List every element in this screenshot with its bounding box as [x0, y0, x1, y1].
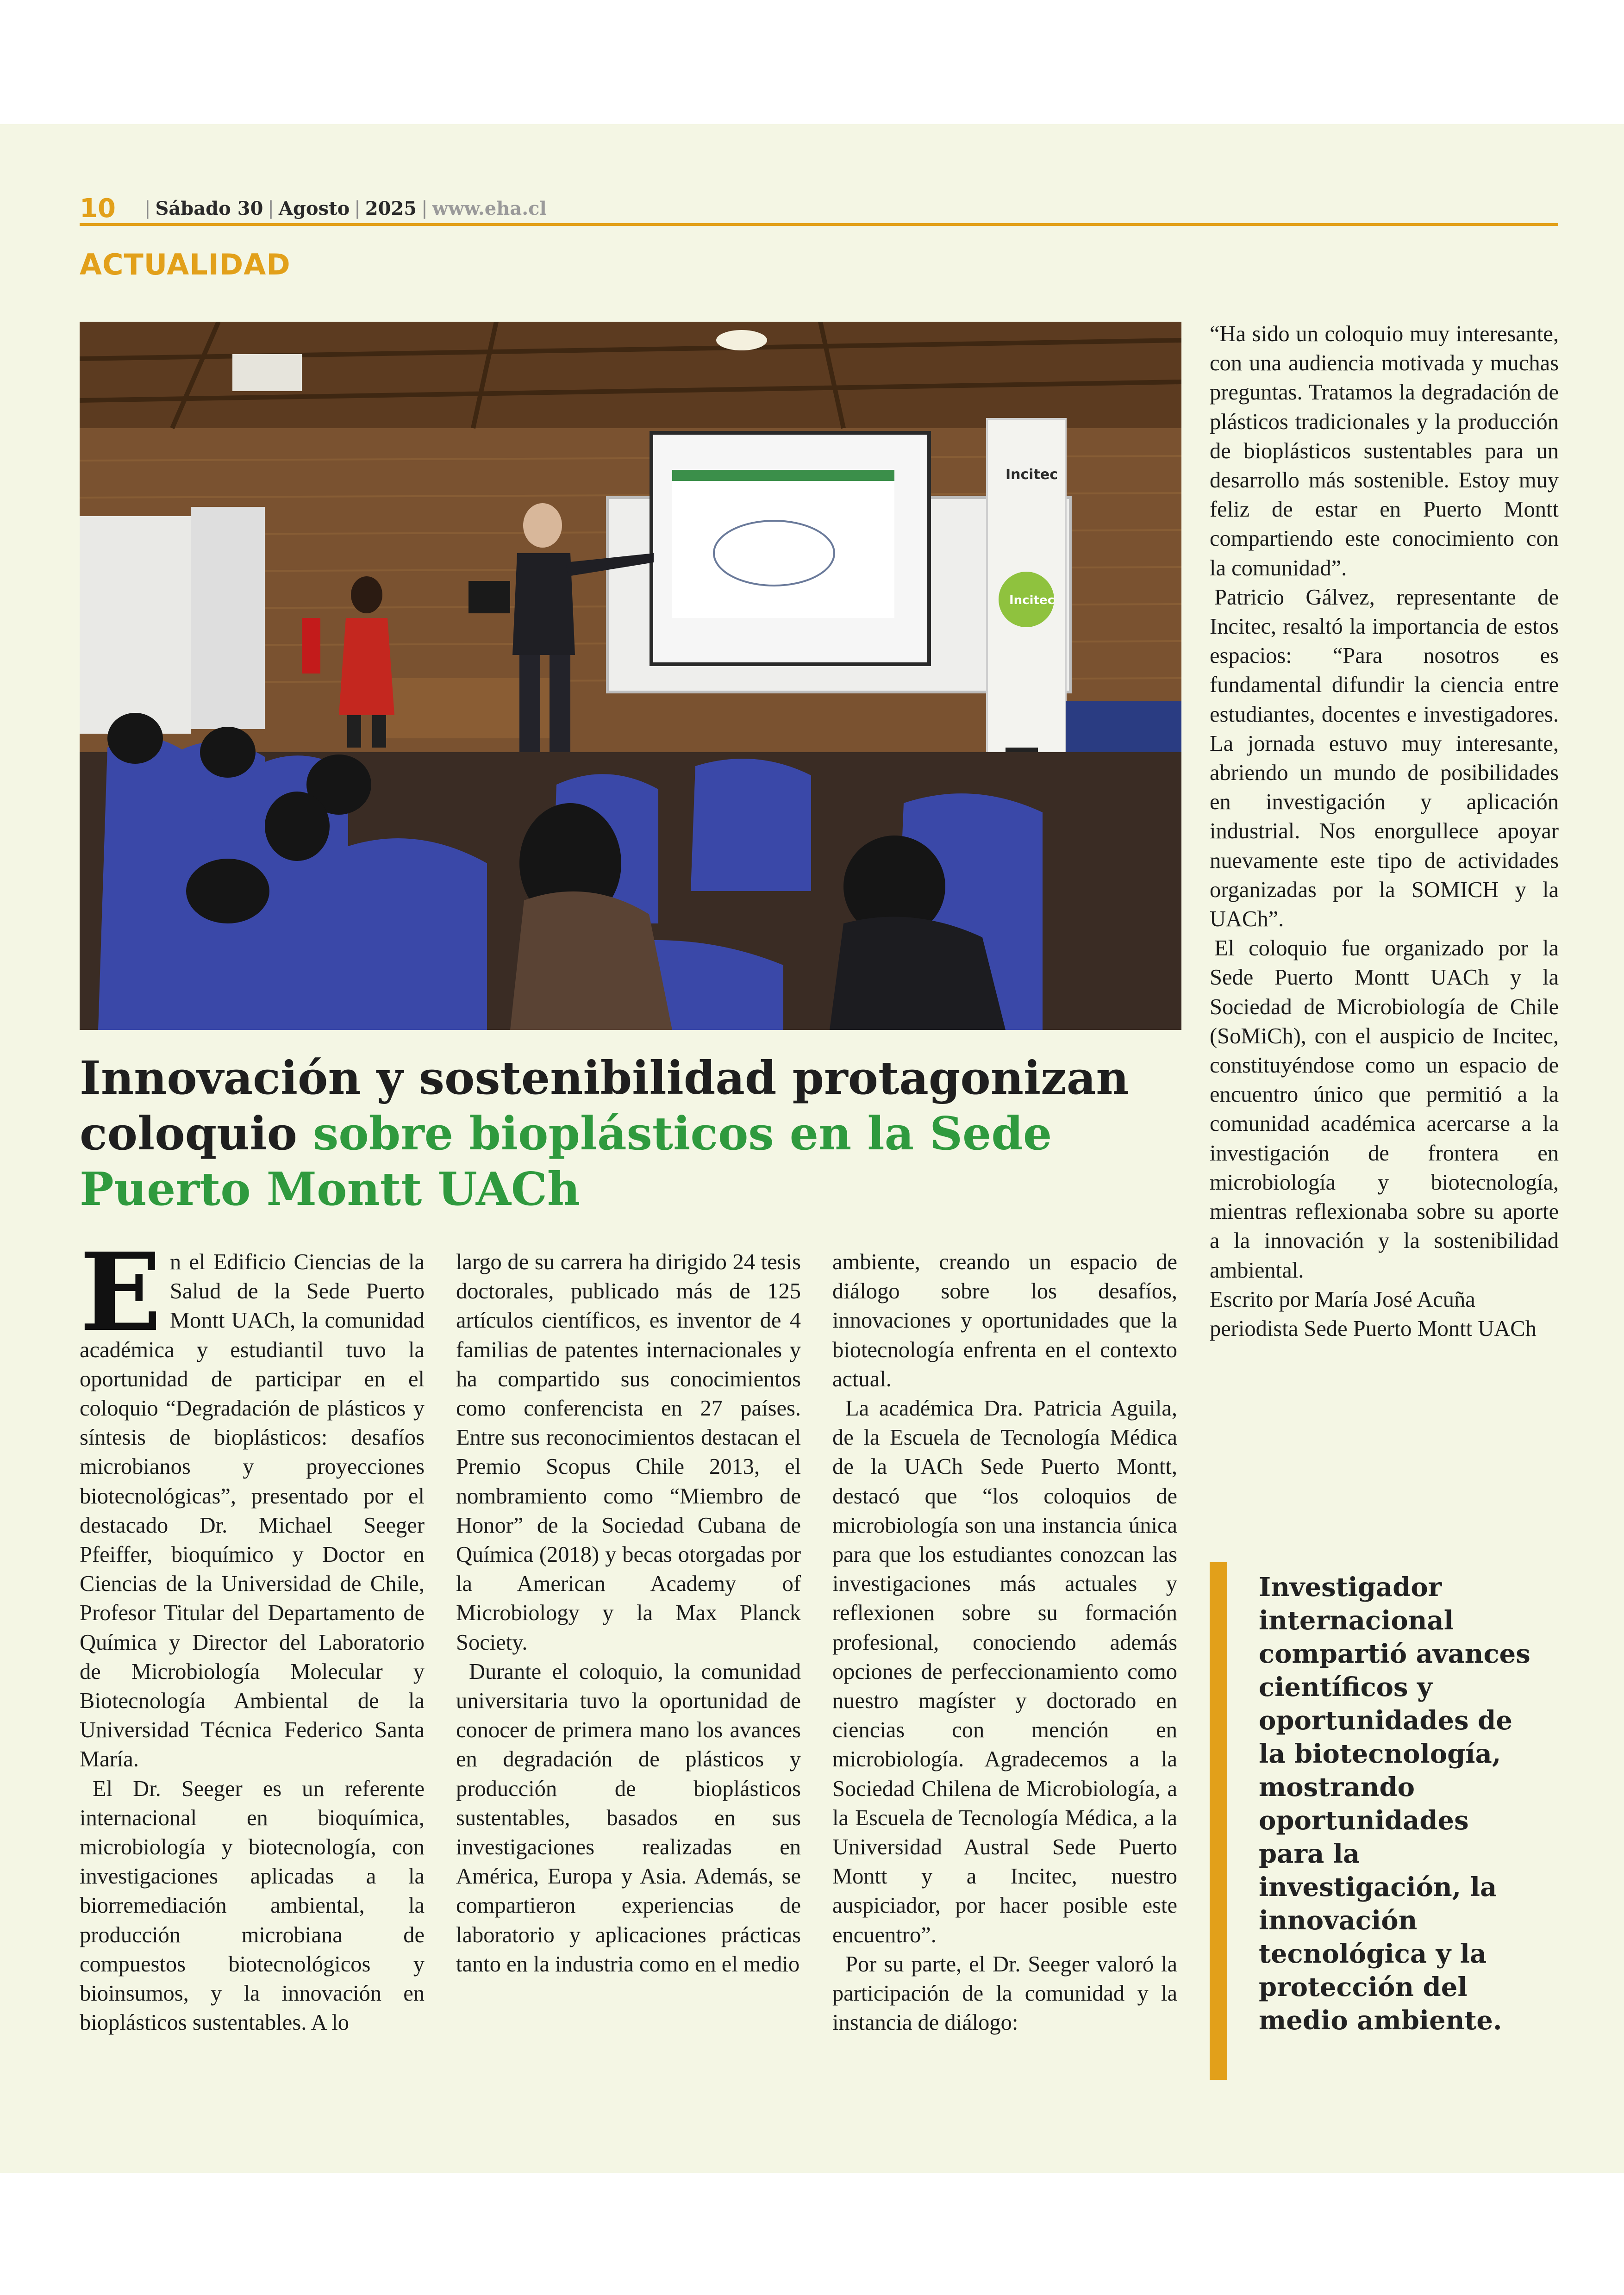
header-day: Sábado 30 — [155, 197, 263, 219]
banner-logo-text: Incitec — [1009, 593, 1055, 607]
article-headline — [80, 1051, 1191, 1217]
header-year: 2025 — [365, 197, 417, 219]
article-paragraph: La académica Dra. Patricia Aguila, de la Escuela de Tecnología Médica de la UACh Sede Puerto Montt, destacó que “los coloquios de microbiología son una instancia única para que los estudiantes conozcan las investigaciones más actuales y reflexionen sobre su formación profesional, conociendo además opciones de perfeccionamiento como nuestro magíster y doctorado en ciencias con mención en microbiología. Agradecemos a la Sociedad Chilena de Microbiología, a la Escuela de Tecnología Médica, a la Universidad Austral Sede Puerto Montt y a Incitec, nuestro auspiciador, por hacer posible este encuentro”. — [832, 1396, 1177, 1947]
header-separator: | — [268, 198, 274, 219]
article-paragraph: largo de su carrera ha dirigido 24 tesis doctorales, publicado más de 125 artículos científicos, es inventor de 4 familias de patentes internacionales y ha compartido sus conocimientos como conferencista en 27 países. Entre sus reconocimientos destacan el Premio Scopus Chile 2013, el nombramiento como “Miembro de Honor” de la Sociedad Cubana de Química (2018) y becas otorgadas por la American Academy of Microbiology y la Max Planck Society. — [456, 1250, 801, 1655]
drop-cap: E — [80, 1229, 162, 1355]
header-month: Agosto — [278, 197, 350, 219]
page-header — [80, 193, 1558, 226]
article-photo — [80, 322, 1181, 1030]
page-number: 10 — [80, 193, 116, 224]
headline-part-dark: Innovación y sostenibilidad protagonizan coloquio — [80, 1052, 1129, 1160]
pull-quote-text: Investigador internacional compartió avances científicos y oportunidades de la biotecnología, mostrando oportunidades para la investigación, la innovación tecnológica y la protección del medio ambiente. — [1259, 1572, 1530, 2036]
article-paragraph: Por su parte, el Dr. Seeger valoró la participación de la comunidad y la instancia de diálogo: — [832, 1952, 1177, 2035]
article-paragraph — [80, 1229, 425, 1774]
banner-brand-text: Incitec — [1006, 467, 1058, 483]
article-column-4 — [1210, 319, 1559, 1343]
article-column-1 — [80, 1229, 425, 2037]
article-paragraph: El coloquio fue organizado por la Sede Puerto Montt UACh y la Sociedad de Microbiología de Chile (SoMiCh), con el auspicio de Incitec, constituyéndose como un espacio de encuentro único que permitió a la comunidad académica acercarse a la investigación de frontera en microbiología y biotecnología, mientras reflexionaba sobre su aporte a la innovación y la sostenibilidad ambiental. — [1210, 936, 1559, 1283]
article-paragraph: Patricio Gálvez, representante de Incitec, resaltó la importancia de estos espacios: “Para nosotros es fundamental difundir la ciencia entre estudiantes, docentes e investigadores. La jornada estuvo muy interesante, abriendo un mundo de posibilidades en investigación y aplicación industrial. Nos enorgullece apoyar nuevamente este tipo de actividades organizadas por la SOMICH y la UACh”. — [1210, 585, 1559, 932]
pull-quote — [1210, 1562, 1559, 2080]
article-paragraph: “Ha sido un coloquio muy interesante, con una audiencia motivada y muchas preguntas. Tratamos la degradación de plásticos tradicionales y la producción de bioplásticos sustentables para un desarrollo más sostenible. Estoy muy feliz de estar en Puerto Montt compartiendo este conocimiento con la comunidad”. — [1210, 322, 1559, 580]
lecture-hall-photo — [80, 322, 1181, 1030]
article-byline: Escrito por María José Acuña periodista Sede Puerto Montt UACh — [1210, 1287, 1537, 1341]
headline-part-green: sobre bioplásticos en la Sede Puerto Montt UACh — [80, 1107, 1052, 1216]
header-url: www.eha.cl — [432, 197, 547, 219]
section-title: ACTUALIDAD — [80, 248, 291, 281]
header-separator: | — [421, 198, 428, 219]
paragraph-text: n el Edificio Ciencias de la Salud de la Sede Puerto Montt UACh, la comunidad académica y estudiantil tuvo la oportunidad de participar en el coloquio “Degradación de plásticos y síntesis de bioplásticos: desafíos microbianos y proyecciones biotecnológicas”, presentado por el destacado Dr. Michael Seeger Pfeiffer, bioquímico y Doctor en Ciencias de la Universidad de Chile, Profesor Titular del Departamento de Química y Director del Laboratorio de Microbiología Molecular y Biotecnología Ambiental de la Universidad Técnica Federico Santa María. — [80, 1250, 425, 1772]
article-column-2 — [456, 1247, 801, 1979]
article-paragraph: El Dr. Seeger es un referente internacional en bioquímica, microbiología y biotecnología, con investigaciones aplicadas a la biorremediación ambiental, la producción microbiana de compuestos biotecnológicos y bioinsumos, y la innovación en bioplásticos sustentables. A lo — [80, 1776, 425, 2035]
article-column-3 — [832, 1247, 1177, 2037]
article-paragraph: Durante el coloquio, la comunidad universitaria tuvo la oportunidad de conocer de primera mano los avances en degradación de plásticos y producción de bioplásticos sustentables, basados en sus investigaciones realizadas en América, Europa y Asia. Además, se compartieron experiencias de laboratorio y aplicaciones prácticas tanto en la industria como en el medio — [456, 1659, 801, 1977]
header-separator: | — [354, 198, 361, 219]
header-separator: | — [144, 198, 151, 219]
article-paragraph: ambiente, creando un espacio de diálogo sobre los desafíos, innovaciones y oportunidades que la biotecnología enfrenta en el contexto actual. — [832, 1250, 1177, 1391]
